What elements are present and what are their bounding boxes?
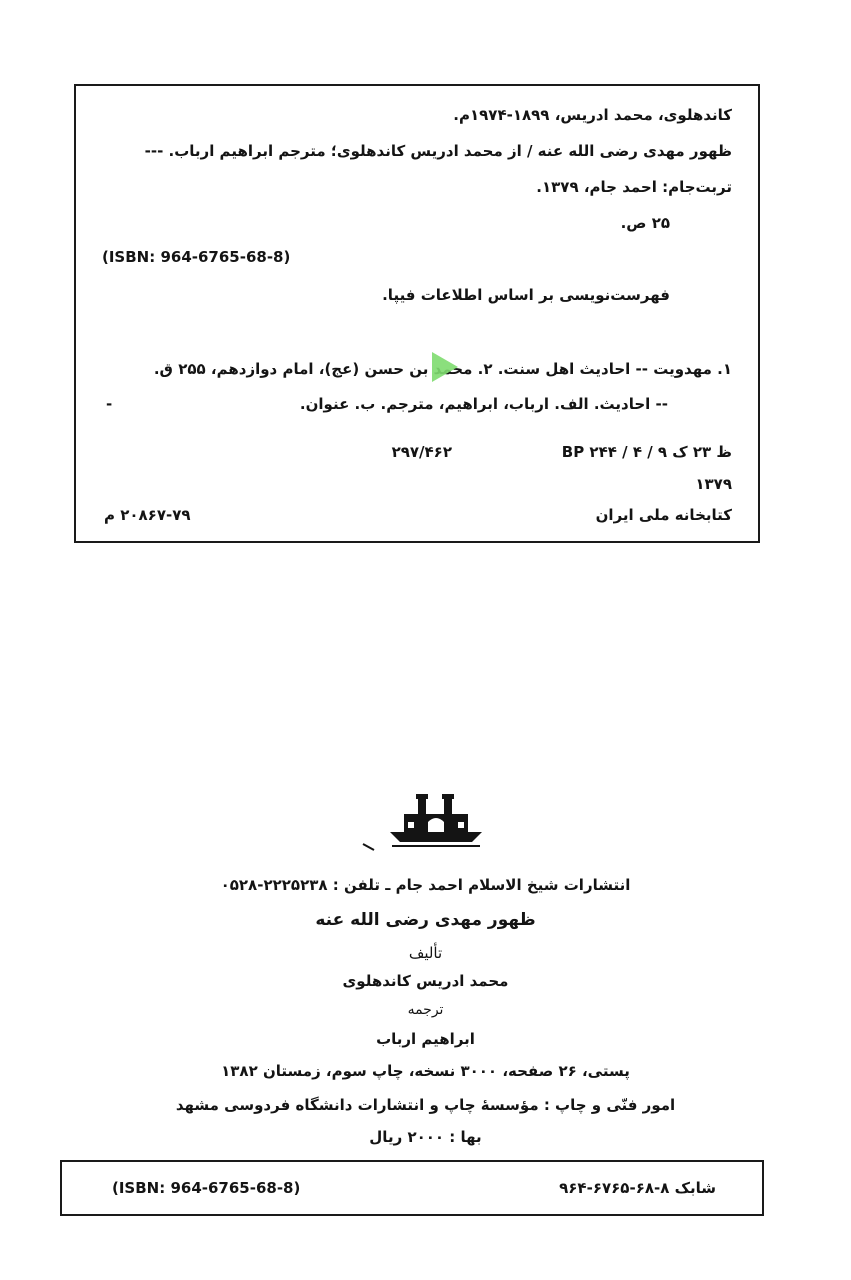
- decor-mark-icon: [362, 842, 376, 852]
- catalog-subjects-line1: ۱. مهدویت -- احادیث اهل سنت. ۲. محمد بن حسن (عج)، امام دوازدهم، ۲۵۵ ق.: [153, 360, 732, 378]
- catalog-dash: -: [106, 395, 113, 413]
- catalog-record-number: ۲۰۸۶۷-۷۹ م: [104, 506, 191, 524]
- catalog-isbn: (ISBN: 964-6765-68-8): [102, 248, 291, 266]
- translation-label: ترجمه: [407, 1002, 444, 1018]
- isbn-box: [60, 1160, 764, 1216]
- catalog-title-line: ظهور مهدی رضی الله عنه / از محمد ادریس کاندهلوی؛ مترجم ابراهیم ارباب. ---: [144, 142, 732, 160]
- publisher-phone: انتشارات شیخ الاسلام احمد جام ـ تلفن : ۲۲۲۵۲۳۸-۰۵۲۸: [220, 876, 631, 894]
- publisher-logo-icon: [388, 792, 484, 850]
- authored-label: تألیف: [408, 944, 443, 962]
- catalog-library: کتابخانه ملی ایران: [595, 506, 732, 524]
- printing-info: امور فنّی و چاپ : مؤسسهٔ چاپ و انتشارات دانشگاه فردوسی مشهد: [175, 1096, 676, 1114]
- catalog-author: کاندهلوی، محمد ادریس، ۱۸۹۹-۱۹۷۴م.: [453, 106, 732, 124]
- catalog-pages: ۲۵ ص.: [620, 214, 670, 232]
- colophon-translator: ابراهیم ارباب: [376, 1030, 475, 1048]
- isbn-latin: (ISBN: 964-6765-68-8): [112, 1179, 301, 1197]
- catalog-class-dewey: ۲۹۷/۴۶۲: [391, 443, 452, 461]
- isbn-persian: شابک ۸-۶۸-۶۷۶۵-۹۶۴: [559, 1179, 716, 1197]
- catalog-fipa-note: فهرست‌نویسی بر اساس اطلاعات فیپا.: [382, 286, 670, 304]
- colophon-author: محمد ادریس کاندهلوی: [342, 972, 509, 990]
- catalog-publisher-line: تربت‌جام: احمد جام، ۱۳۷۹.: [536, 178, 732, 196]
- catalog-class-year: ۱۳۷۹: [695, 475, 732, 493]
- cataloging-box: [74, 84, 760, 543]
- catalog-subjects-line2: -- احادیث. الف. ارباب، ابراهیم، مترجم. ب. عنوان.: [299, 395, 668, 413]
- highlight-triangle-icon: [432, 352, 458, 382]
- book-title: ظهور مهدی رضی الله عنه: [315, 910, 536, 930]
- price: بها : ۲۰۰۰ ریال: [369, 1128, 482, 1146]
- catalog-class-lc: BP ۲۴۴ / ۴ / ۹ ظ ۲۳ ک: [561, 443, 732, 461]
- edition-info: پستی، ۲۶ صفحه، ۳۰۰۰ نسخه، چاپ سوم، زمستان ۱۳۸۲: [221, 1062, 630, 1080]
